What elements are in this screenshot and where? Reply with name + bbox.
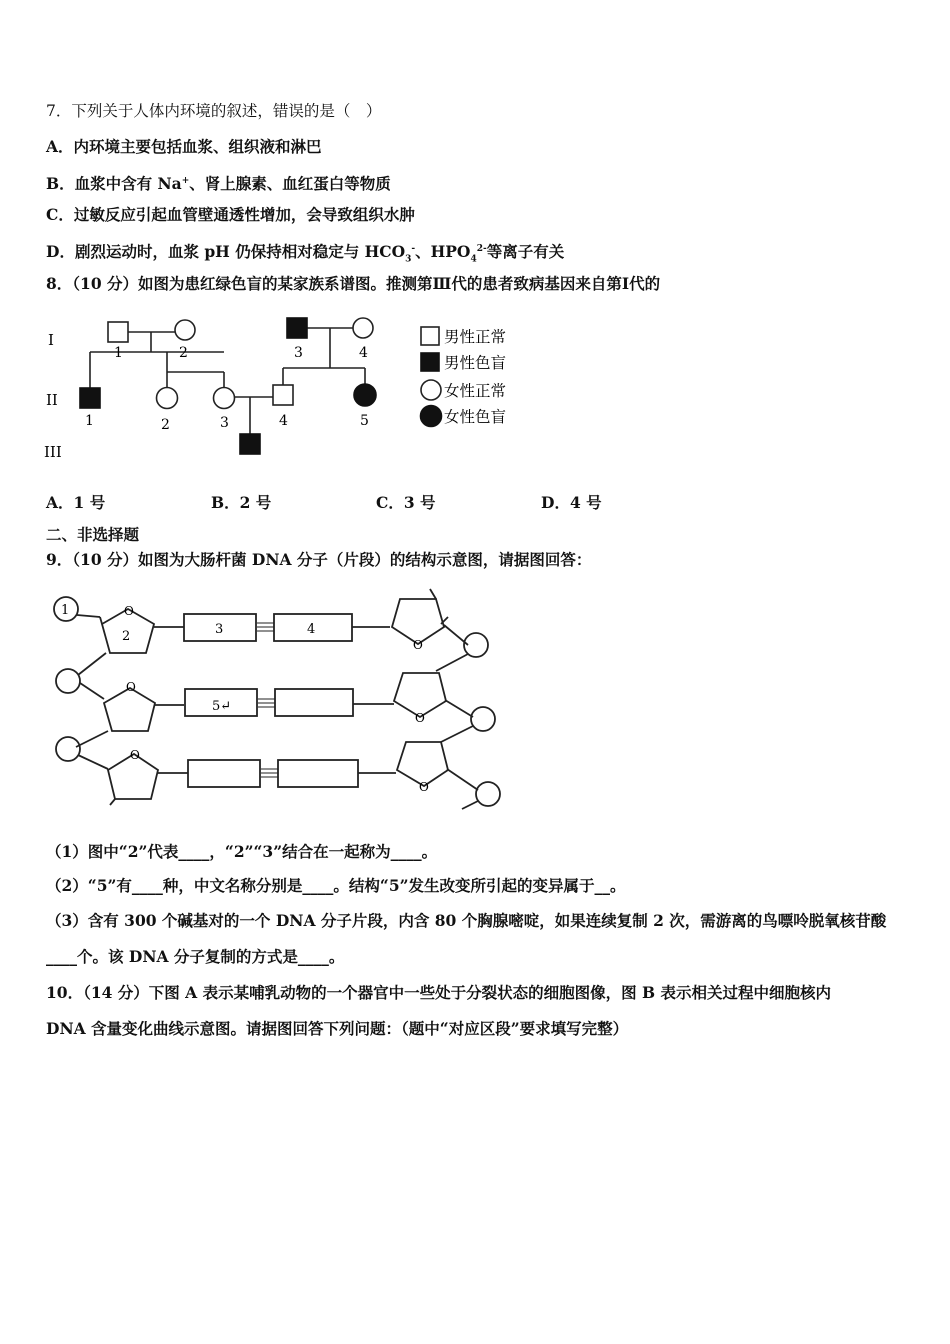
q9-sub3-line2: ____个。该 DNA 分子复制的方式是____。 (46, 947, 345, 966)
ind-label-II1: 1 (85, 413, 94, 429)
pedigree-II2-normal-female (157, 388, 178, 409)
label-2: 2 (122, 629, 131, 644)
legend-colorblind-male: 男性色盲 (444, 354, 507, 372)
gen-label-III: III (44, 443, 62, 461)
pedigree-I4-normal-female (353, 318, 373, 338)
pedigree-I2-normal-female (175, 320, 195, 340)
legend-normal-female-icon (421, 380, 441, 400)
q9-sub3-line1: （3）含有 300 个碱基对的一个 DNA 分子片段，内含 80 个胸腺嘧啶，如果连续复制 2 次，需游离的鸟嘌呤脱氧核苷酸 (46, 911, 887, 930)
ind-label-II4: 4 (279, 413, 288, 429)
q7-d-pre: D．剧烈运动时，血浆 pH 仍保持相对稳定与 HCO (46, 242, 406, 262)
sugar-oxygen-right-3: O (419, 780, 429, 794)
q7-d-sup2: 2- (476, 244, 487, 254)
phosphate-left-3 (56, 737, 80, 761)
q9-sub1: （1）图中“2”代表____，“2”“3”结合在一起称为____。 (46, 842, 438, 861)
q7-b-pre: B．血浆中含有 Na (46, 174, 182, 194)
deoxyribose-left-2 (104, 688, 155, 731)
sugar-oxygen-left-3: O (130, 748, 140, 762)
q8-stem: 8．（10 分）如图为患红绿色盲的某家族系谱图。推测第Ⅲ代的患者致病基因来自第Ⅰ代的 (46, 274, 661, 293)
q7-d-mid: 、HPO (415, 242, 471, 262)
base-pair-3-left (188, 760, 260, 787)
q8-option-b: B．2 号 (211, 493, 272, 512)
q8-option-c: C．3 号 (376, 493, 436, 512)
sugar-oxygen-left-1: O (124, 604, 134, 618)
legend-colorblind-female-icon (421, 406, 442, 427)
q7-d-sub1: 3 (405, 254, 412, 265)
base-pair-3-right (278, 760, 358, 787)
section-title: 二、非选择题 (46, 525, 140, 544)
q7-d-sub2: 4 (470, 254, 477, 265)
q7-stem: 7．下列关于人体内环境的叙述，错误的是（ ） (46, 102, 382, 120)
pedigree-I1-normal-male (108, 322, 128, 342)
sugar-oxygen-left-2: O (126, 680, 136, 694)
q7-d-sup1: - (411, 244, 416, 254)
q10-line1: 10．（14 分）下图 A 表示某哺乳动物的一个器官中一些处于分裂状态的细胞图像，图 B 表示相关过程中细胞核内 (46, 983, 832, 1002)
q8-option-d: D．4 号 (541, 493, 602, 512)
pedigree-II5-colorblind-female (354, 384, 376, 406)
label-3: 3 (215, 622, 224, 637)
legend-colorblind-male-icon (421, 353, 439, 371)
ind-label-II5: 5 (360, 413, 369, 429)
legend-normal-male-icon (421, 327, 439, 345)
phosphate-right-2 (471, 707, 495, 731)
label-5: 5↵ (212, 699, 232, 714)
q7-option-d (46, 239, 564, 269)
pedigree-III1-colorblind-male (240, 434, 260, 454)
base-pair-2-right (275, 689, 353, 716)
pedigree-chart (40, 312, 530, 472)
q7-option-c: C．过敏反应引起血管壁通透性增加，会导致组织水肿 (46, 205, 415, 224)
pedigree-II1-colorblind-male (80, 388, 100, 408)
label-4: 4 (307, 622, 316, 637)
q7-option-a: A．内环境主要包括血浆、组织液和淋巴 (46, 137, 322, 156)
ind-label-I1: 1 (114, 345, 123, 361)
pedigree-II4-normal-male (273, 385, 293, 405)
sugar-oxygen-right-1: O (413, 638, 423, 652)
q7-b-post: 、肾上腺素、血红蛋白等物质 (189, 174, 391, 194)
q8-option-a: A．1 号 (46, 493, 106, 512)
ind-label-I4: 4 (359, 345, 368, 361)
pedigree-I3-colorblind-male (287, 318, 307, 338)
legend-colorblind-female: 女性色盲 (444, 408, 507, 426)
phosphate-right-3 (476, 782, 500, 806)
ind-label-I3: 3 (294, 345, 303, 361)
ind-label-I2: 2 (179, 345, 188, 361)
pedigree-II3-normal-female (214, 388, 235, 409)
dna-structure-diagram (48, 587, 508, 812)
q7-d-post: 等离子有关 (486, 242, 565, 262)
legend-normal-female: 女性正常 (444, 382, 507, 400)
q7-b-sup: + (181, 176, 190, 186)
sugar-oxygen-right-2: O (415, 711, 425, 725)
q9-sub2: （2）“5”有____种，中文名称分别是____。结构“5”发生改变所引起的变异属于__。 (46, 876, 626, 895)
legend-normal-male: 男性正常 (444, 328, 507, 346)
ind-label-II3: 3 (220, 415, 229, 431)
gen-label-II: II (46, 391, 58, 409)
ind-label-II2: 2 (161, 417, 170, 433)
q10-line2: DNA 含量变化曲线示意图。请据图回答下列问题：（题中“对应区段”要求填写完整） (46, 1019, 629, 1038)
q9-stem: 9．（10 分）如图为大肠杆菌 DNA 分子（片段）的结构示意图，请据图回答： (46, 550, 592, 569)
label-1: 1 (61, 603, 70, 618)
q7-option-b (46, 171, 391, 194)
gen-label-I: I (48, 331, 54, 349)
phosphate-left-2 (56, 669, 80, 693)
